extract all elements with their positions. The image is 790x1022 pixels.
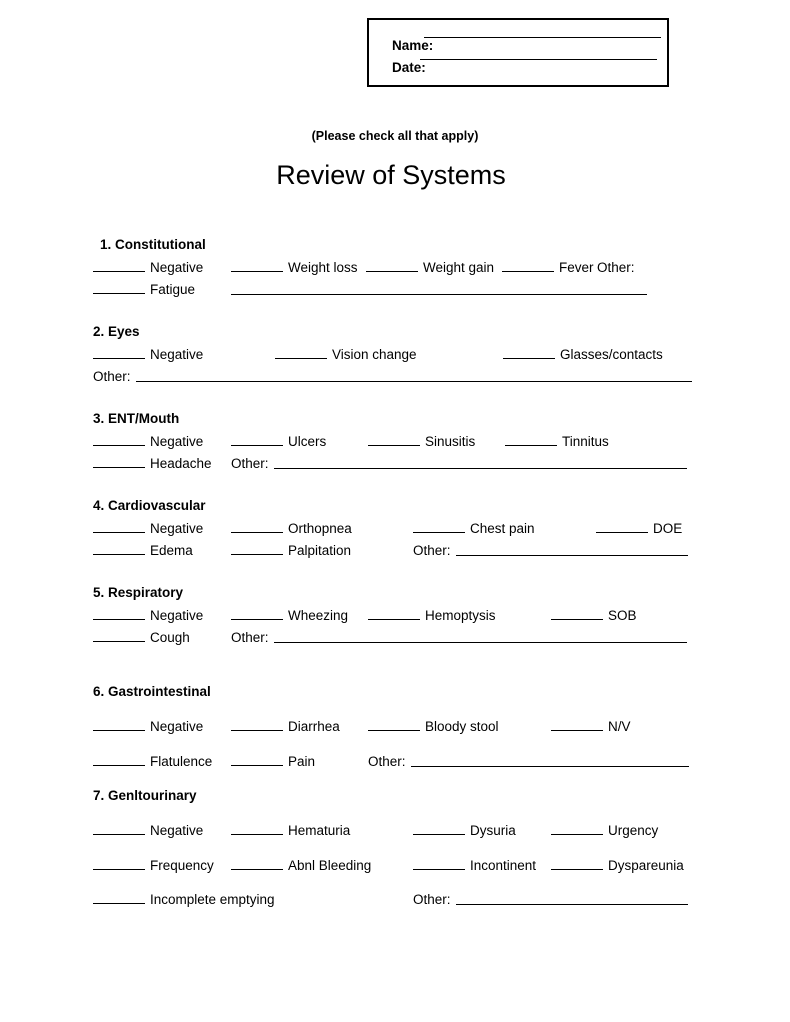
other-field[interactable] xyxy=(231,294,647,295)
item-label: Flatulence xyxy=(150,754,213,769)
check-blank[interactable] xyxy=(231,755,283,766)
check-blank[interactable] xyxy=(93,824,145,835)
check-blank[interactable] xyxy=(502,261,554,272)
instruction-text: (Please check all that apply) xyxy=(311,129,479,143)
section-heading-respiratory: 5. Respiratory xyxy=(93,585,184,600)
check-blank[interactable] xyxy=(231,544,283,555)
check-blank[interactable] xyxy=(551,859,603,870)
item-label: Negative xyxy=(150,260,204,275)
item-label: Ulcers xyxy=(288,434,327,449)
checkbox-item[interactable] xyxy=(93,435,203,449)
section-heading-eyes: 2. Eyes xyxy=(93,324,140,339)
checkbox-item[interactable] xyxy=(231,609,348,623)
section-heading-ent: 3. ENT/Mouth xyxy=(93,411,180,426)
item-label: Vision change xyxy=(332,347,417,362)
other-field[interactable] xyxy=(274,468,687,469)
item-label: Diarrhea xyxy=(288,719,340,734)
checkbox-item[interactable] xyxy=(231,824,350,838)
other-label: Other: xyxy=(413,892,451,907)
check-blank[interactable] xyxy=(93,261,145,272)
checkbox-item[interactable] xyxy=(231,261,358,275)
check-blank[interactable] xyxy=(93,893,145,904)
checkbox-item[interactable] xyxy=(93,893,275,907)
item-label: Hemoptysis xyxy=(425,608,496,623)
checkbox-item[interactable] xyxy=(551,720,631,734)
check-blank[interactable] xyxy=(231,859,283,870)
checkbox-item[interactable] xyxy=(93,348,203,362)
checkbox-item[interactable] xyxy=(93,283,195,297)
item-label: Negative xyxy=(150,823,204,838)
item-label: Weight gain xyxy=(423,260,495,275)
other-label: Other: xyxy=(93,369,131,384)
check-blank[interactable] xyxy=(93,457,145,468)
checkbox-item[interactable] xyxy=(551,859,684,873)
check-blank[interactable] xyxy=(413,522,465,533)
check-blank[interactable] xyxy=(503,348,555,359)
check-blank[interactable] xyxy=(551,609,603,620)
item-label: Headache xyxy=(150,456,212,471)
item-label: Urgency xyxy=(608,823,659,838)
checkbox-item[interactable] xyxy=(93,824,203,838)
other-label: Other: xyxy=(597,260,635,275)
item-label: Tinnitus xyxy=(562,434,609,449)
checkbox-item[interactable] xyxy=(502,261,594,275)
checkbox-item[interactable] xyxy=(93,544,193,558)
item-label: Fever xyxy=(559,260,594,275)
item-label: Frequency xyxy=(150,858,214,873)
check-blank[interactable] xyxy=(231,435,283,446)
check-blank[interactable] xyxy=(231,824,283,835)
check-blank[interactable] xyxy=(366,261,418,272)
checkbox-item[interactable] xyxy=(551,609,637,623)
check-blank[interactable] xyxy=(93,283,145,294)
check-blank[interactable] xyxy=(93,609,145,620)
name-label: Name: xyxy=(392,37,434,53)
item-label: Bloody stool xyxy=(425,719,499,734)
checkbox-item[interactable] xyxy=(93,261,203,275)
check-blank[interactable] xyxy=(93,631,145,642)
check-blank[interactable] xyxy=(505,435,557,446)
checkbox-item[interactable] xyxy=(93,609,203,623)
item-label: Dyspareunia xyxy=(608,858,684,873)
item-label: Edema xyxy=(150,543,193,558)
item-label: Fatigue xyxy=(150,282,196,297)
checkbox-item[interactable] xyxy=(93,720,203,734)
check-blank[interactable] xyxy=(231,720,283,731)
section-heading-constitutional: 1. Constitutional xyxy=(100,237,206,252)
other-field[interactable] xyxy=(456,555,688,556)
check-blank[interactable] xyxy=(231,261,283,272)
item-label: Incontinent xyxy=(470,858,537,873)
date-label: Date: xyxy=(392,59,426,75)
item-label: Negative xyxy=(150,521,204,536)
item-label: Sinusitis xyxy=(425,434,476,449)
check-blank[interactable] xyxy=(93,720,145,731)
item-label: Negative xyxy=(150,347,204,362)
checkbox-item[interactable] xyxy=(231,859,371,873)
checkbox-item[interactable] xyxy=(505,435,609,449)
check-blank[interactable] xyxy=(413,859,465,870)
other-field[interactable] xyxy=(136,381,692,382)
checkbox-item[interactable] xyxy=(231,544,351,558)
item-label: Weight loss xyxy=(288,260,358,275)
section-heading-cardiovascular: 4. Cardiovascular xyxy=(93,498,206,513)
date-field[interactable] xyxy=(420,59,657,60)
section-heading-genitourinary: 7. Genltourinary xyxy=(93,788,197,803)
name-date-box xyxy=(367,18,669,87)
checkbox-item[interactable] xyxy=(551,824,658,838)
item-label: Chest pain xyxy=(470,521,535,536)
check-blank[interactable] xyxy=(93,755,145,766)
checkbox-item[interactable] xyxy=(413,824,516,838)
check-blank[interactable] xyxy=(93,544,145,555)
item-label: Cough xyxy=(150,630,190,645)
name-field[interactable] xyxy=(424,37,661,38)
section-heading-gastrointestinal: 6. Gastrointestinal xyxy=(93,684,211,699)
checkbox-item[interactable] xyxy=(596,522,682,536)
check-blank[interactable] xyxy=(231,609,283,620)
check-blank[interactable] xyxy=(368,720,420,731)
check-blank[interactable] xyxy=(93,348,145,359)
item-label: Palpitation xyxy=(288,543,352,558)
checkbox-item[interactable] xyxy=(368,435,475,449)
checkbox-item[interactable] xyxy=(93,522,203,536)
item-label: Negative xyxy=(150,608,204,623)
other-field[interactable] xyxy=(411,766,689,767)
other-label: Other: xyxy=(368,754,406,769)
page-title: Review of Systems xyxy=(276,160,506,190)
item-label: Negative xyxy=(150,434,204,449)
check-blank[interactable] xyxy=(93,859,145,870)
check-blank[interactable] xyxy=(596,522,648,533)
check-blank[interactable] xyxy=(413,824,465,835)
check-blank[interactable] xyxy=(93,435,145,446)
item-label: Negative xyxy=(150,719,204,734)
checkbox-item[interactable] xyxy=(231,522,352,536)
item-label: Glasses/contacts xyxy=(560,347,663,362)
checkbox-item[interactable] xyxy=(368,609,496,623)
item-label: Pain xyxy=(288,754,316,769)
check-blank[interactable] xyxy=(368,435,420,446)
checkbox-item[interactable] xyxy=(231,435,326,449)
item-label: Incomplete emptying xyxy=(150,892,275,907)
checkbox-item[interactable] xyxy=(93,631,190,645)
other-label: Other: xyxy=(413,543,451,558)
checkbox-item[interactable] xyxy=(231,720,340,734)
checkbox-item[interactable] xyxy=(503,348,663,362)
checkbox-item[interactable] xyxy=(413,522,535,536)
check-blank[interactable] xyxy=(93,522,145,533)
other-field[interactable] xyxy=(456,904,688,905)
check-blank[interactable] xyxy=(368,609,420,620)
date-row xyxy=(377,47,426,88)
check-blank[interactable] xyxy=(551,824,603,835)
item-label: Hematuria xyxy=(288,823,351,838)
item-label: SOB xyxy=(608,608,637,623)
checkbox-item[interactable] xyxy=(413,859,536,873)
checkbox-item[interactable] xyxy=(368,720,499,734)
item-label: Abnl Bleeding xyxy=(288,858,372,873)
other-field[interactable] xyxy=(274,642,687,643)
item-label: N/V xyxy=(608,719,631,734)
check-blank[interactable] xyxy=(551,720,603,731)
item-label: Wheezing xyxy=(288,608,349,623)
checkbox-item[interactable] xyxy=(231,755,315,769)
checkbox-item[interactable] xyxy=(93,755,212,769)
other-label: Other: xyxy=(231,456,269,471)
check-blank[interactable] xyxy=(275,348,327,359)
checkbox-item[interactable] xyxy=(93,457,212,471)
check-blank[interactable] xyxy=(231,522,283,533)
item-label: Dysuria xyxy=(470,823,516,838)
checkbox-item[interactable] xyxy=(366,261,494,275)
other-label: Other: xyxy=(231,630,269,645)
checkbox-item[interactable] xyxy=(93,859,214,873)
item-label: Orthopnea xyxy=(288,521,352,536)
item-label: DOE xyxy=(653,521,683,536)
checkbox-item[interactable] xyxy=(275,348,417,362)
